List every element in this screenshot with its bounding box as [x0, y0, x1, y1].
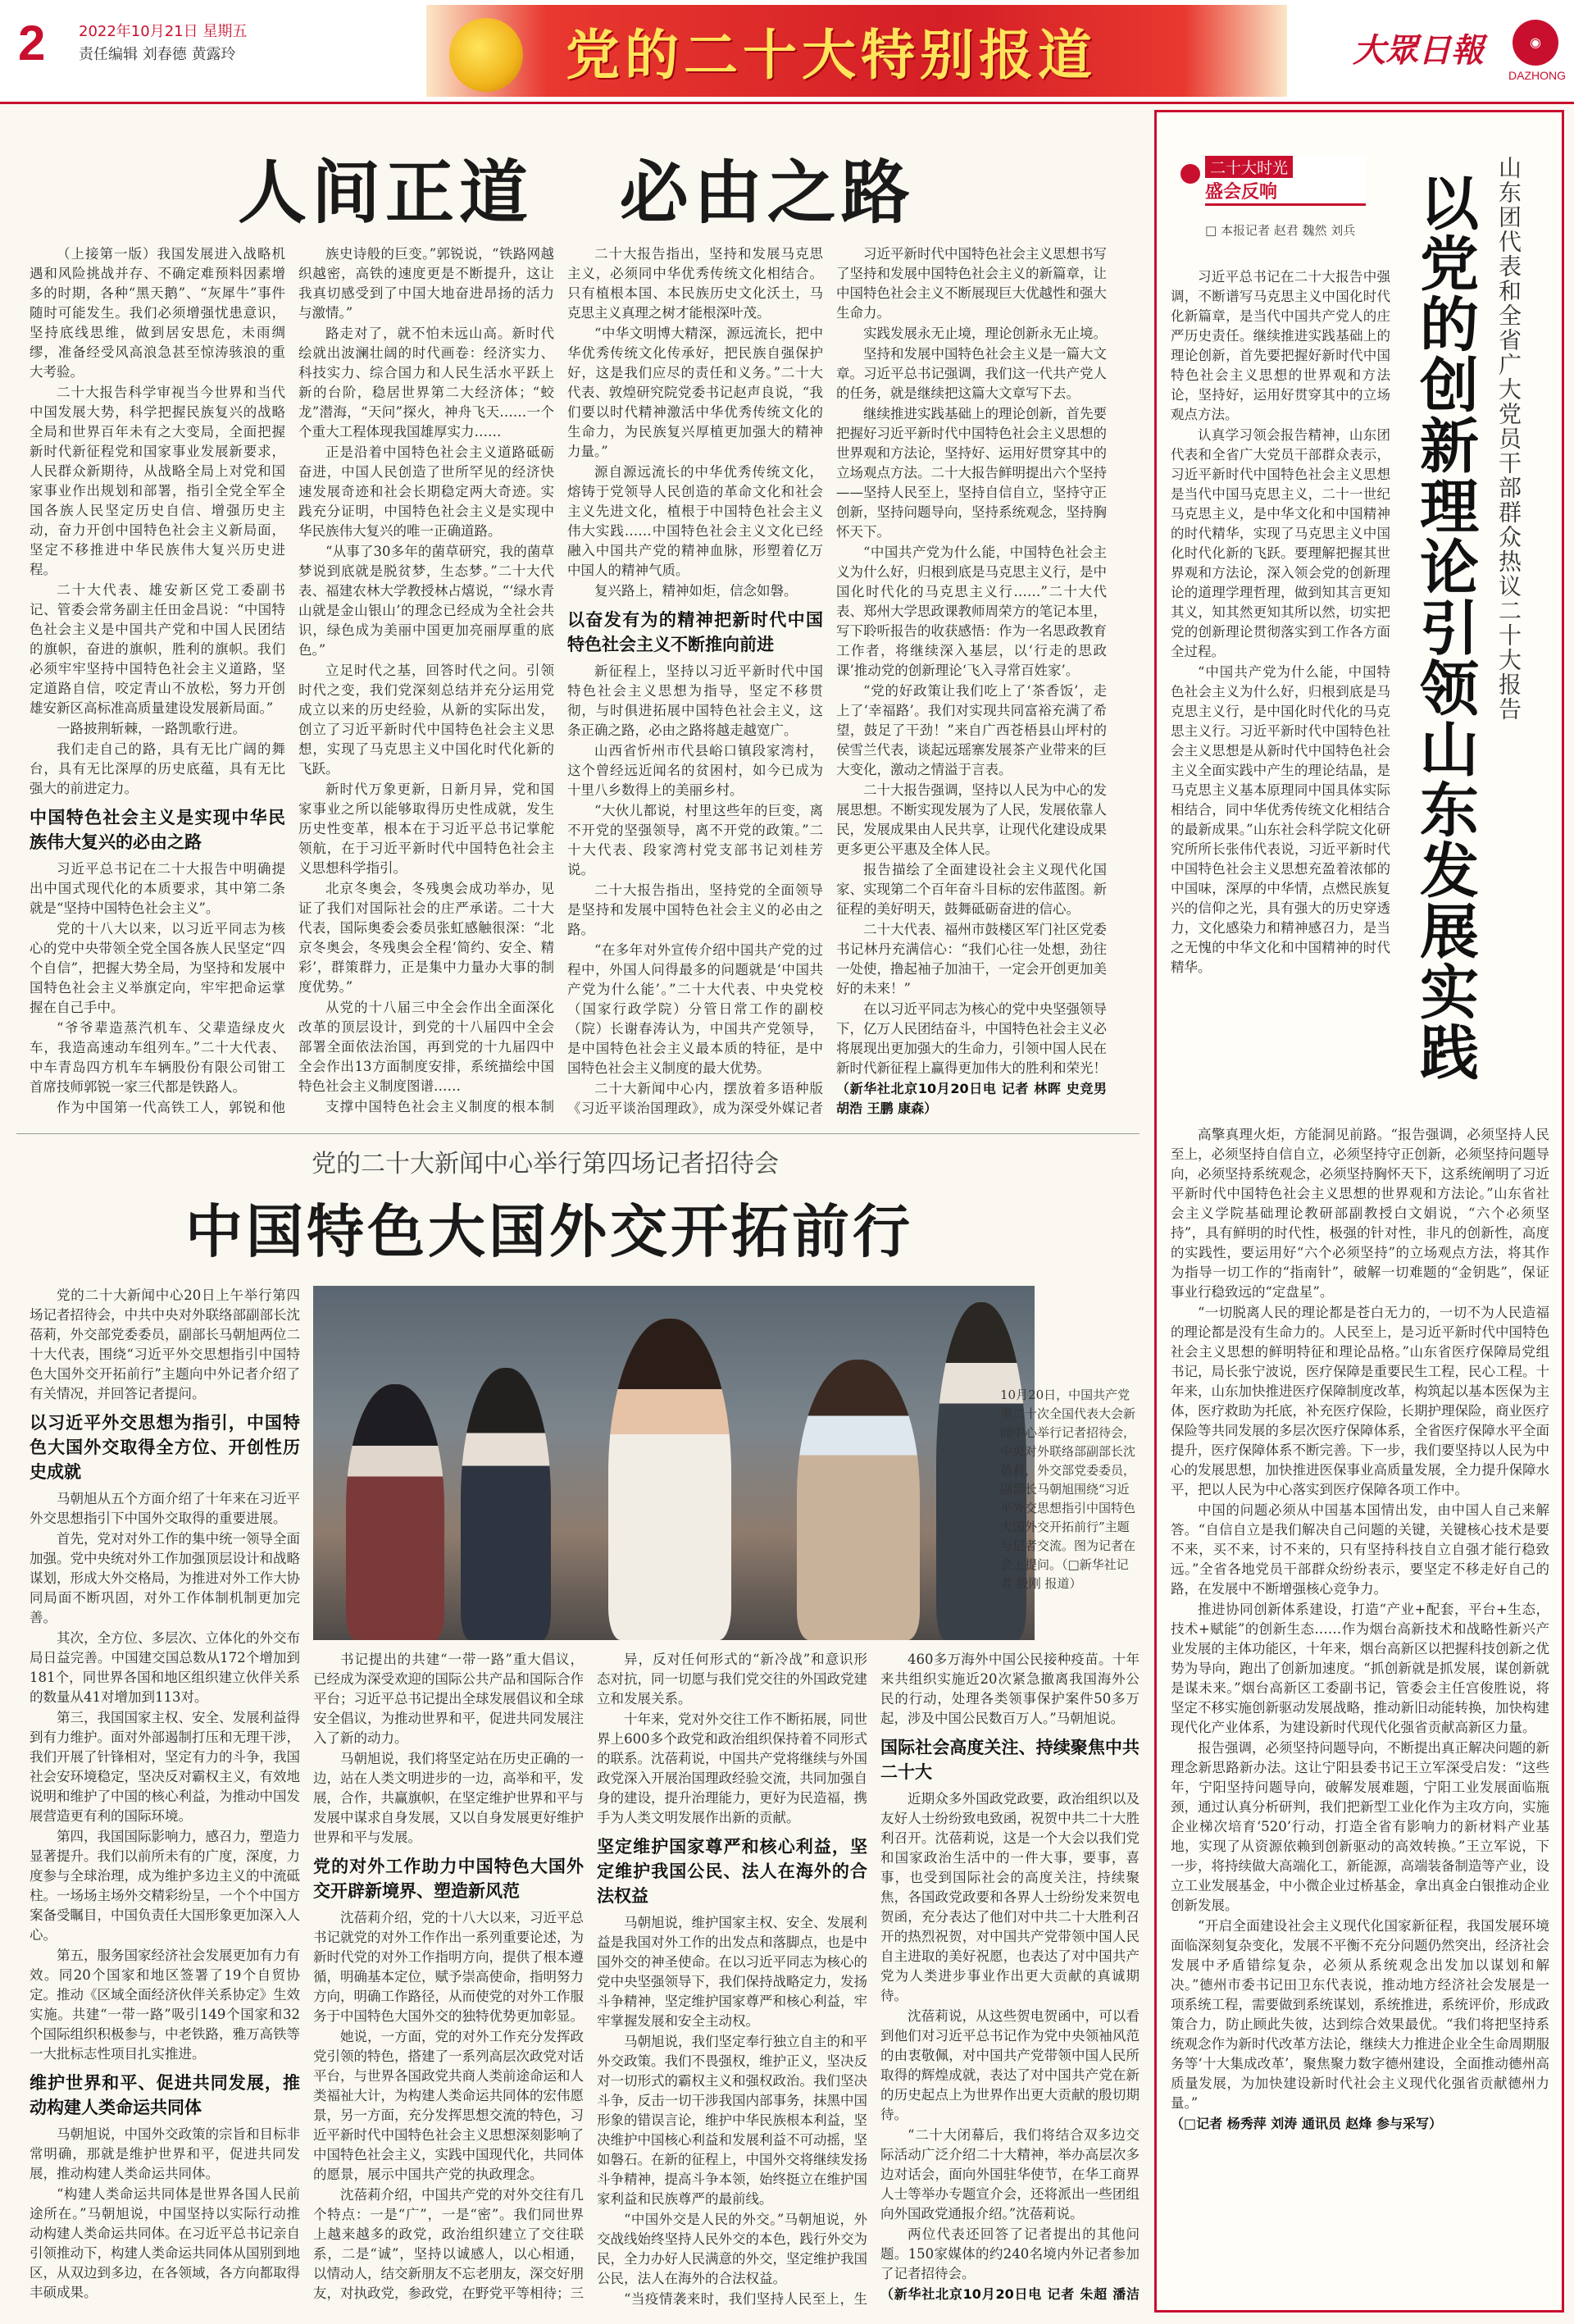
paper-pinyin: DAZHONG [1508, 69, 1566, 82]
story1-credit: （新华社北京10月20日电 记者 林晖 史竞男 胡浩 王鹏 康森） [836, 1081, 1107, 1115]
paragraph: “中国共产党为什么能，中国特色社会主义为什么好，归根到底是马克思主义行，是中国化时代化的马克思主义行……”二十大代表、郑州大学思政课教师周荣方的笔记本里，写下聆听报告的收获感悟：作为一名思政教育工作者，将继续深入基层，以‘行走的思政课’推动党的创新理论‘飞入寻常百姓家’。 [836, 545, 1107, 678]
paragraph: 实践发展永无止境，理论创新永无止境。 [863, 326, 1107, 341]
paragraph: 党的十八大以来，以习近平同志为核心的党中央带领全党全国各族人民坚定“四个自信”，把握大势全局，为坚持和发展中国特色社会主义举旗定向，牢牢把命运掌握在自己手中。 [30, 921, 285, 1015]
paragraph: 中国的问题必须从中国基本国情出发，由中国人自己来解答。“自信自立是我们解决自己问题的关键，关键核心技术是要不来，买不来，讨不来的，只有坚持科技自立自强才能行稳致远。”全省各地党员干部群众纷纷表示，要坚定不移走好自己的路，在发展中不断增强核心竞争力。 [1171, 1502, 1549, 1597]
story2-subheading-3: 党的对外工作助力中国特色大国外交开辟新境界、塑造新风范 [313, 1857, 584, 1901]
paragraph: “从事了30多年的菌草研究，我的菌草梦说到底就是脱贫梦，生态梦。”二十大代表、福建农林大学教授林占熺说，“‘绿水青山就是金山银山’的理念已经成为全社会共识，绿色成为美丽中国更加亮丽厚重的底色。” [298, 544, 554, 658]
story-divider [16, 1133, 1140, 1134]
paragraph: 近期众多外国政党政要，政治组织以及友好人士纷纷致电致函，祝贺中共二十大胜利召开。沈蓓莉说，这是一个大会以我们党和国家政治生活中的一件大事，要事，喜事，也受到国际社会的高度关注，持续聚焦，各国政党政要和各界人士纷纷发来贺电贺函，充分表达了他们对中共二十大胜利召开的热烈祝贺，对中国共产党带领中国人民自主进取的美好祝愿，也表达了对中国共产党为人类进步事业作出更大贡献的真诚期待。 [880, 1791, 1140, 2003]
story2-headline: 中国特色大国外交开拓前行 [185, 1198, 913, 1265]
paragraph: 沈蓓莉介绍，中国共产党的对外交往有几个特点：一是“广”，一是“密”。我们同世界上越来越多的政党，政治组织建立了交往联系，二是“诚”，坚持以诚感人，以心相通，以情动人，结交新朋友不忘老朋友，深交好朋友，对执政党，参政党，在野党平等相待；三 [313, 2187, 584, 2301]
paragraph: 两位代表还回答了记者提出的其他问题。150家媒体的约240名境内外记者参加了记者招待会。 [880, 2226, 1140, 2281]
badge-bottom-label: 盛会反响 [1205, 178, 1366, 206]
paragraph: “构建人类命运共同体是世界各国人民前途所在。”马朝旭说，中国坚持以实际行动推动构建人类命运共同体。在习近平总书记亲自引领推动下，构建人类命运共同体从国别到地区，从双边到多边，在各领域，各方向都取得丰硕成果。 [30, 2186, 300, 2300]
story2-credit: （新华社北京10月20日电 记者 朱超 潘洁 [880, 2286, 1140, 2302]
paragraph: 山西省忻州市代县峪口镇段家湾村，这个曾经远近闻名的贫困村，如今已成为十里八乡数得上的美丽乡村。 [567, 743, 823, 798]
story2-subheading-4: 坚定维护国家尊严和核心利益，坚定维护我国公民、法人在海外的合法权益 [597, 1837, 867, 1906]
paper-logo-icon: ◉ [1513, 20, 1558, 66]
badge-emblem-icon [1180, 164, 1200, 184]
story2-kicker: 党的二十大新闻中心举行第四场记者招待会 [312, 1150, 779, 1178]
party-emblem-icon [449, 18, 523, 92]
paragraph: 她说，一方面，党的对外工作充分发挥政党引领的特色，搭建了一系列高层次政党对话平台，与世界各国政党共商人类前途命运和人类福祉大计，为构建人类命运共同体的宏伟愿景，另一方面，充分发挥思想交流的特色，习近平新时代中国特色社会主义思想深刻影响了中国特色社会主义，实践中国现代化，共同体的愿景，展示中国共产党的执政理念。 [313, 2029, 584, 2182]
paragraph: 二十大报告指出，坚持党的全面领导是坚持和发展中国特色社会主义的必由之路。 [567, 882, 823, 937]
story2-subheading-2: 维护世界和平、促进共同发展，推动构建人类命运共同体 [30, 2073, 300, 2117]
header-rule [0, 102, 1574, 104]
story1-subheading-1: 中国特色社会主义是实现中华民族伟大复兴的必由之路 [30, 808, 285, 852]
paragraph: 认真学习领会报告精神，山东团代表和全省广大党员干部群众表示，习近平新时代中国特色社会主义思想是当代中国马克思主义，二十一世纪马克思主义，是中华文化和中国精神的时代精华，实现了马克思主义中国化时代化新的飞跃。要理解把握其世界观和方法论，深入领会党的创新理论的道理学理哲理，做到知其言更知其义，知其然更知其所以然，切实把党的创新理论贯彻落实到工作各方面全过程。 [1171, 427, 1390, 659]
story1-column-2 [298, 244, 554, 1115]
paragraph: 高擎真理火炬，方能洞见前路。“报告强调，必须坚持人民至上，必须坚持自信自立，必须坚持守正创新，必须坚持问题导向，必须坚持系统观念，必须坚持胸怀天下，这系统阐明了习近平新时代中国特色社会主义思想的世界观和方法论。”山东省社会主义学院基础理论教研部副教授白文娟说，“六个必须坚持”，具有鲜明的时代性，极强的针对性，非凡的创新性，高度的实践性，要运用好“六个必须坚持”的立场观点方法，将其作为指导一切工作的“指南针”，破解一切难题的“金钥匙”，保证事业行稳致远的“定盘星”。 [1171, 1127, 1549, 1300]
paragraph: 书记提出的共建“一带一路”重大倡议，已经成为深受欢迎的国际公共产品和国际合作平台；习近平总书记提出全球发展倡议和全球安全倡议，为推动世界和平，促进共同发展注入了新的动力。 [313, 1652, 584, 1746]
paragraph: 推进协同创新体系建设，打造“产业+配套，平台+生态，技术+赋能”的创新生态……作为烟台高新技术和战略性新兴产业发展的主体功能区，十年来，烟台高新区以把握科技创新之优势为导向，跑出了创新加速度。“抓创新就是抓发展，谋创新就是谋未来。”烟台高新区工委副书记，管委会主任宫俊胜说，将坚定不移实施创新驱动发展战略，推动新旧动能转换，加快构建现代化产业体系，为建设新时代现代化强省贡献高新区力量。 [1171, 1602, 1549, 1735]
paragraph: 路走对了，就不怕未远山高。新时代绘就出波澜壮阔的时代画卷：经济实力、科技实力、综合国力和人民生活水平跃上新的台阶，稳居世界第二大经济体；“蛟龙”潜海，“天问”探火，神舟飞天……一个个重大工程体现我国雄厚实力…… [298, 326, 554, 440]
page-number: 2 [18, 16, 46, 71]
paragraph: 第五，服务国家经济社会发展更加有力有效。同20个国家和地区签署了19个自贸协定。推动《区域全面经济伙伴关系协定》生效实施。共建“一带一路”吸引149个国家和32个国际组织积极参与，中老铁路，雅万高铁等一大批标志性项目扎实推进。 [30, 1948, 300, 2062]
paragraph: （上接第一版）我国发展进入战略机遇和风险挑战并存、不确定难预料因素增多的时期，各种“黑天鹅”、“灰犀牛”事件随时可能发生。我们必须增强忧患意识，坚持底线思维，做到居安思危，未雨绸缪，准备经受风高浪急甚至惊涛骇浪的重大考验。 [30, 246, 285, 380]
sidebar-column-bottom [1171, 1125, 1549, 2303]
paragraph: 沈蓓莉介绍，党的十八大以来，习近平总书记就党的对外工作作出一系列重要论述，为新时代党的对外工作指明方向，提供了根本遵循，明确基本定位，赋予崇高使命，指明努力方向，明确工作路径，从而使党的对外工作服务于中国特色大国外交的独特优势更加彰显。 [313, 1910, 584, 2024]
story1-column-3 [567, 244, 823, 1115]
paragraph: 十年来，党对外交往工作不断拓展，同世界上600多个政党和政治组织保持着不同形式的联系。沈蓓莉说，中国共产党将继续与外国政党深入开展治国理政经验交流，共同加强自身的建设，提升治理能力，更好为民造福，携手为人类文明发展作出新的贡献。 [597, 1711, 867, 1825]
paragraph: 第三，我国国家主权、安全、发展利益得到有力维护。面对外部遏制打压和无理干涉，我们开展了针锋相对，坚定有力的斗争，我国社会安环境稳定，坚决反对霸权主义，有效地说明和维护了中国的核心利益，为推动中国发展营造更有利的国际环境。 [30, 1710, 300, 1824]
story2-column-1 [30, 1286, 300, 2303]
paragraph: 复兴路上，精神如炬，信念如磐。 [594, 583, 798, 599]
paragraph: 马朝旭说，中国外交政策的宗旨和目标非常明确，那就是维护世界和平，促进共同发展，推动构建人类命运共同体。 [30, 2126, 300, 2181]
paragraph: 马朝旭从五个方面介绍了十年来在习近平外交思想指引下中国外交取得的重要进展。 [30, 1491, 300, 1526]
photo-attendee-figure [346, 1384, 444, 1640]
story2-column-3 [597, 1650, 867, 2306]
paragraph: 习近平总书记在二十大报告中明确提出中国式现代化的本质要求，其中第二条就是“坚持中国特色社会主义”。 [30, 861, 285, 916]
photo-reporter-figure [608, 1319, 731, 1640]
paragraph: 二十大报告指出，坚持和发展马克思主义，必须同中华优秀传统文化相结合。只有植根本国、本民族历史文化沃土，马克思主义真理之树才能根深叶茂。 [567, 246, 823, 321]
sidebar-kicker: 山东团代表和全省广大党员干部群众热议二十大报告 [1495, 156, 1522, 722]
paragraph: 继续推进实践基础上的理论创新，首先要把握好习近平新时代中国特色社会主义思想的世界观和方法论，坚持好、运用好贯穿其中的立场观点方法。二十大报告鲜明提出六个坚持——坚持人民至上，坚持自信自立，坚持守正创新，坚持问题导向，坚持系统观念，坚持胸怀天下。 [836, 406, 1107, 540]
sidebar-badge [1205, 156, 1366, 203]
story1-column-4 [836, 244, 1107, 1115]
paragraph: 马朝旭说，维护国家主权、安全、发展利益是我国对外工作的出发点和落脚点，也是中国外交的神圣使命。在以习近平同志为核心的党中央坚强领导下，我们保持战略定力，发扬斗争精神，坚定维护国家尊严和核心利益，牢牢掌握发展和安全主动权。 [597, 1915, 867, 2029]
sidebar-credit: （□记者 杨秀萍 刘涛 通讯员 赵烽 参与采写） [1171, 2116, 1442, 2131]
paragraph: 党的二十大新闻中心20日上午举行第四场记者招待会，中共中央对外联络部副部长沈蓓莉，外交部党委委员，副部长马朝旭两位二十大代表，围绕“习近平外交思想指引中国特色大国外交开拓前行”主题向中外记者介绍了有关情况，并回答记者提问。 [30, 1287, 300, 1401]
paragraph: 我们走自己的路，具有无比广阔的舞台，具有无比深厚的历史底蕴，具有无比强大的前进定力。 [30, 741, 285, 796]
paragraph: 正是沿着中国特色社会主义道路砥砺奋进，中国人民创造了世所罕见的经济快速发展奇迹和社会长期稳定两大奇迹。实践充分证明，中国特色社会主义是实现中华民族伟大复兴的唯一正确道路。 [298, 444, 554, 539]
paragraph: 二十大代表、福州市鼓楼区军门社区党委书记林丹充满信心：“我们心往一处想，劲往一处使，撸起袖子加油干，一定会开创更加美好的未来！” [836, 922, 1107, 996]
photo-caption: 10月20日，中国共产党第二十次全国代表大会新闻中心举行记者招待会，中央对外联络部副部长沈蓓莉，外交部党委委员，副部长马朝旭围绕“习近平外交思想指引中国特色大国外交开拓前行”主题与记者交流。图为记者在会上提问。（□新华社记者 殷刚 报道） [1000, 1388, 1136, 1591]
story2-column-4 [880, 1650, 1140, 2306]
paragraph: 习近平总书记在二十大报告中强调，不断谱写马克思主义中国化时代化新篇章，是当代中国共产党人的庄严历史责任。继续推进实践基础上的理论创新，首先要把握好新时代中国特色社会主义思想的世界观和方法论，坚持好，运用好贯穿其中的立场观点方法。 [1171, 269, 1390, 422]
paragraph: 报告描绘了全面建设社会主义现代化国家、实现第二个百年奋斗目标的宏伟蓝图。新征程的美好明天，鼓舞砥砺奋进的信心。 [836, 862, 1107, 917]
story1-headline: 人间正道 必由之路 [238, 153, 915, 233]
paper-name-logo: 大眾日報 [1353, 31, 1484, 70]
story2-column-2 [313, 1650, 584, 2306]
paragraph: “二十大闭幕后，我们将结合双多边交际活动广泛介绍二十大精神，举办高层次多边对话会，面向外国驻华使节，在华工商界人士等举办专题宣介会，还将派出一些团组向外国政党通报介绍。”沈蓓莉说。 [880, 2127, 1140, 2221]
paragraph: 北京冬奥会，冬残奥会成功举办，见证了我们对国际社会的庄严承诺。二十大代表，国际奥委会委员张虹感触很深：“北京冬奥会，冬残奥会全程‘简约、安全、精彩’，群策群力，正是集中力量办大事的制度优势。” [298, 881, 554, 995]
photo-attendee-figure [461, 1368, 551, 1640]
paragraph: 在以习近平同志为核心的党中央坚强领导下，亿万人民团结奋斗，中国特色社会主义必将展现出更加强大的生命力，引领中国人民在新时代新征程上赢得更加伟大的胜利和荣光！ [836, 1001, 1107, 1076]
paragraph: “党的好政策让我们吃上了‘茶香饭’，走上了‘幸福路’。我们对实现共同富裕充满了希望，鼓足了干劲！”来自广西苍梧县山坪村的侯雪兰代表，谈起远瑶寨发展茶产业带来的巨大变化，激动之情溢于言表。 [836, 683, 1107, 777]
paragraph: 支撑中国特色社会主义制度的根本制 [325, 1099, 554, 1114]
paragraph: 源自源远流长的中华优秀传统文化，熔铸于党领导人民创造的革命文化和社会主义先进文化，植根于中国特色社会主义伟大实践……中国特色社会主义文化已经融入中国共产党的精神血脉，形塑着亿万中国人的精神气质。 [567, 464, 823, 578]
paragraph: “中国共产党为什么能，中国特色社会主义为什么好，归根到底是马克思主义行，是中国化时代化的马克思主义行。习近平新时代中国特色社会主义思想是从新时代中国特色社会主义全面实践中产生的理论结晶，是马克思主义基本原理同中国具体实际相结合，同中华优秀传统文化相结合的最新成果。”山东社会科学院文化研究所所长张伟代表说，习近平新时代中国特色社会主义思想充盈着浓郁的中国味，深厚的中华情，点燃民族复兴的信仰之光，具有强大的历史穿透力，文化感染力和精神感召力，是当之无愧的中华文化和中国精神的时代精华。 [1171, 664, 1390, 975]
paragraph: 其次，全方位、多层次、立体化的外交布局日益完善。中国建交国总数从172个增加到181个，同世界各国和地区组织建立伙伴关系的数量从41对增加到113对。 [30, 1630, 300, 1705]
paragraph: 族史诗般的巨变。”郭锐说，“铁路网越织越密，高铁的速度更是不断提升，这让我真切感受到了中国大地奋进昂扬的活力与激情。” [298, 246, 554, 321]
badge-top-label: 二十大时光 [1205, 156, 1293, 178]
paragraph: “中国外交是人民的外交。”马朝旭说，外交战线始终坚持人民外交的本色，践行外交为民，全力办好人民满意的外交，坚定维护我国公民，法人在海外的合法权益。 [597, 2212, 867, 2286]
paragraph: 马朝旭说，我们坚定奉行独立自主的和平外交政策。我们不畏强权，维护正义，坚决反对一切形式的霸权主义和强权政治。我们坚决斗争，反击一切干涉我国内部事务，抹黑中国形象的错误言论，维护中华民族根本利益，坚决维护中国核心利益和发展利益不可动摇，坚如磐石。在新的征程上，中国外交将继续发扬斗争精神，提高斗争本领，始终挺立在维护国家利益和民族尊严的最前线。 [597, 2034, 867, 2207]
paragraph: “在多年对外宣传介绍中国共产党的过程中，外国人问得最多的问题就是‘中国共产党为什么能’。”二十大代表、中央党校（国家行政学院）分管日常工作的副校（院）长谢春涛认为，中国共产党领导，是中国特色社会主义最本质的特征，是中国特色社会主义制度的最大优势。 [567, 942, 823, 1076]
paragraph: 沈蓓莉说，从这些贺电贺函中，可以看到他们对习近平总书记作为党中央领袖风范的由衷敬佩，对中国共产党带领中国人民所取得的辉煌成就，表达了对中国共产党在新的历史起点上为世界作出更大贡献的殷切期待。 [880, 2008, 1140, 2122]
press-conference-photo [313, 1286, 1035, 1640]
photo-attendee-figure [797, 1360, 920, 1640]
paragraph: 新征程上，坚持以习近平新时代中国特色社会主义思想为指导，坚定不移贯彻，与时俱进拓展中国特色社会主义，这条正确之路，必由之路将越走越宽广。 [567, 663, 823, 738]
paragraph: 报告强调，必须坚持问题导向，不断提出真正解决问题的新理念新思路新办法。这让宁阳县委书记王立军深受启发：“这些年，宁阳坚持问题导向，破解发展难题，宁阳工业发展面临瓶颈，通过认真分析研判，我们把新型工业化作为主攻方向，实施企业梯次培育‘520’行动，打造全省有影响力的新材料产业基地，实现了从资源依赖到创新驱动的高效转换。”王立军说，下一步，将持续做大高端化工，新能源，高端装备制造等产业，设立工业发展基金，中小微企业过桥基金，拿出真金白银推动企业创新发展。 [1171, 1740, 1549, 1913]
sidebar-byline: □ 本报记者 赵君 魏然 刘兵 [1205, 223, 1356, 238]
paragraph: 二十大报告科学审视当今世界和当代中国发展大势，科学把握民族复兴的战略全局和世界百年未有之大变局，全面把握新时代新征程党和国家事业发展新要求，人民群众新期待，从战略全局上对党和国家事业作出规划和部署，指引全党全军全国各族人民坚定历史自信、增强历史主动，奋力开创中国特色社会主义新局面，坚定不移推进中华民族伟大复兴历史进程。 [30, 385, 285, 577]
story1-column-1 [30, 244, 285, 1115]
paragraph: 首先，党对对外工作的集中统一领导全面加强。党中央统对外工作加强顶层设计和战略谋划，形成大外交格局，为推进对外工作大协同局面不断巩固，对外工作体制机制更加完善。 [30, 1531, 300, 1625]
paragraph: 二十大代表、雄安新区党工委副书记、管委会常务副主任田金昌说：“中国特色社会主义是中国共产党和中国人民团结的旗帜，奋进的旗帜，胜利的旗帜。我们必须牢牢坚持中国特色社会主义道路，坚定道路自信，咬定青山不放松，努力开创雄安新区高标准高质量建设发展新局面。” [30, 582, 285, 716]
paragraph: “一切脱离人民的理论都是苍白无力的，一切不为人民造福的理论都是没有生命力的。人民至上，是习近平新时代中国特色社会主义思想的鲜明特征和理论品格。”山东省医疗保障局党组书记，局长张宁波说，医疗保障是重要民生工程，民心工程。十年来，山东加快推进医疗保障制度改革，构筑起以基本医保为主体，医疗救助为托底，补充医疗保险，长期护理保险，商业医疗保险等共同发展的多层次医疗保障体系，全省医疗保障水平全面提升，医疗保障体系不断完善。下一步，我们要坚持以人民为中心的发展思想，加快推进医保事业高质量发展，全力提升保障水平，把以人民为中心落实到医疗保障各项工作中。 [1171, 1305, 1549, 1497]
paragraph: “开启全面建设社会主义现代化国家新征程，我国发展环境面临深刻复杂变化，发展不平衡不充分问题仍然突出，经济社会发展中矛盾错综复杂，必须从系统观念出发加以谋划和解决。”德州市委书记田卫东代表说，推动地方经济社会发展是一项系统工程，需要做到系统谋划，系统推进，系统评价，形成政策合力，防止顾此失彼，达到综合效果最优。“我们将把坚持系统观念作为新时代改革方法论，继续大力推进企业全生命周期服务等‘十大集成改革’，聚焦聚力数字德州建设，全面推动德州高质量发展，为加快建设新时代社会主义现代化强省贡献德州力量。” [1171, 1918, 1549, 2111]
paragraph: “爷爷辈造蒸汽机车、父辈造绿皮火车，我造高速动车组列车。”二十大代表、中车青岛四方机车车辆股份有限公司钳工首席技师郭锐一家三代都是铁路人。 [30, 1020, 285, 1095]
paragraph: 作为中国第一代高铁工人，郭锐和他 [57, 1100, 285, 1115]
paragraph: 习近平新时代中国特色社会主义思想书写了坚持和发展中国特色社会主义的新篇章，让中国特色社会主义不断展现巨大优越性和强大生命力。 [836, 246, 1107, 321]
paragraph: 第四，我国国际影响力，感召力，塑造力显著提升。我们以前所未有的广度，深度，力度参与全球治理，成为维护多边主义的中流砥柱。一场场主场外交精彩纷呈，一个个中国方案备受瞩目，中国负责任大国形象更加深入人心。 [30, 1829, 300, 1943]
paragraph: 坚持和发展中国特色社会主义是一篇大文章。习近平总书记强调，我们这一代共产党人的任务，就是继续把这篇大文章写下去。 [836, 346, 1107, 401]
editor-line: 责任编辑 刘春德 黄露玲 [79, 46, 236, 63]
story2-subheading-5: 国际社会高度关注、持续聚焦中共二十大 [880, 1738, 1140, 1782]
paragraph: 二十大新闻中心内，摆放着多语种版《习近平谈治国理政》，成为深受外媒记者 [567, 1081, 823, 1115]
paragraph: “当疫情袭来时，我们坚持人民至上，生 [624, 2291, 867, 2306]
paragraph: 460多万海外中国公民接种疫苗。十年来共组织实施近20次紧急撤离我国海外公民的行动，处理各类领事保护案件50多万起，涉及中国公民数百万人。”马朝旭说。 [880, 1652, 1140, 1726]
paragraph: 马朝旭说，我们将坚定站在历史正确的一边，站在人类文明进步的一边，高举和平，发展，合作，共赢旗帜，在坚定维护世界和平与发展中谋求自身发展，又以自身发展更好维护世界和平与发展。 [313, 1751, 584, 1845]
story2-subheading-1: 以习近平外交思想为指引，中国特色大国外交取得全方位、开创性历史成就 [30, 1413, 300, 1482]
paragraph: 一路披荆斩棘，一路凯歌行进。 [57, 721, 246, 736]
paragraph: “中华文明博大精深，源远流长，把中华优秀传统文化传承好，把民族自强保护好，这是我们应尽的责任和义务。”二十大代表、敦煌研究院党委书记赵声良说，“我们要以时代精神激活中华优秀传统文化的生命力，为民族复兴厚植更加强大的精神力量。” [567, 326, 823, 459]
story1-subheading-2: 以奋发有为的精神把新时代中国特色社会主义不断推向前进 [567, 610, 823, 654]
paragraph: 从党的十八届三中全会作出全面深化改革的顶层设计，到党的十八届四中全会部署全面依法治国，再到党的十九届四中全会作出13方面制度安排，系统描绘中国特色社会主义制度图谱…… [298, 1000, 554, 1094]
paragraph: 立足时代之基，回答时代之问。引领时代之变，我们党深刻总结并充分运用党成立以来的历史经验，从新的实际出发，创立了习近平新时代中国特色社会主义思想，实现了马克思主义中国化时代化新的飞跃。 [298, 663, 554, 777]
section-title: 党的二十大特别报道 [566, 24, 1097, 87]
sidebar-headline: 以党的创新理论引领山东发展实践 [1410, 172, 1479, 1082]
sidebar-column-top [1171, 267, 1390, 1120]
paragraph: 新时代万象更新，日新月异，党和国家事业之所以能够取得历史性成就，发生历史性变革，根本在于习近平总书记掌舵领航，在于习近平新时代中国特色社会主义思想科学指引。 [298, 782, 554, 876]
paragraph: 二十大报告强调，坚持以人民为中心的发展思想。不断实现发展为了人民，发展依靠人民，发展成果由人民共享，让现代化建设成果更多更公平惠及全体人民。 [836, 782, 1107, 857]
paragraph: 异，反对任何形式的“新冷战”和意识形态对抗，同一切愿与我们党交往的外国政党建立和发展关系。 [597, 1652, 867, 1707]
paragraph: “大伙儿都说，村里这些年的巨变，离不开党的坚强领导，离不开党的政策。”二十大代表、段家湾村党支部书记刘桂芳说。 [567, 803, 823, 877]
date-line: 2022年10月21日 星期五 [79, 23, 248, 40]
